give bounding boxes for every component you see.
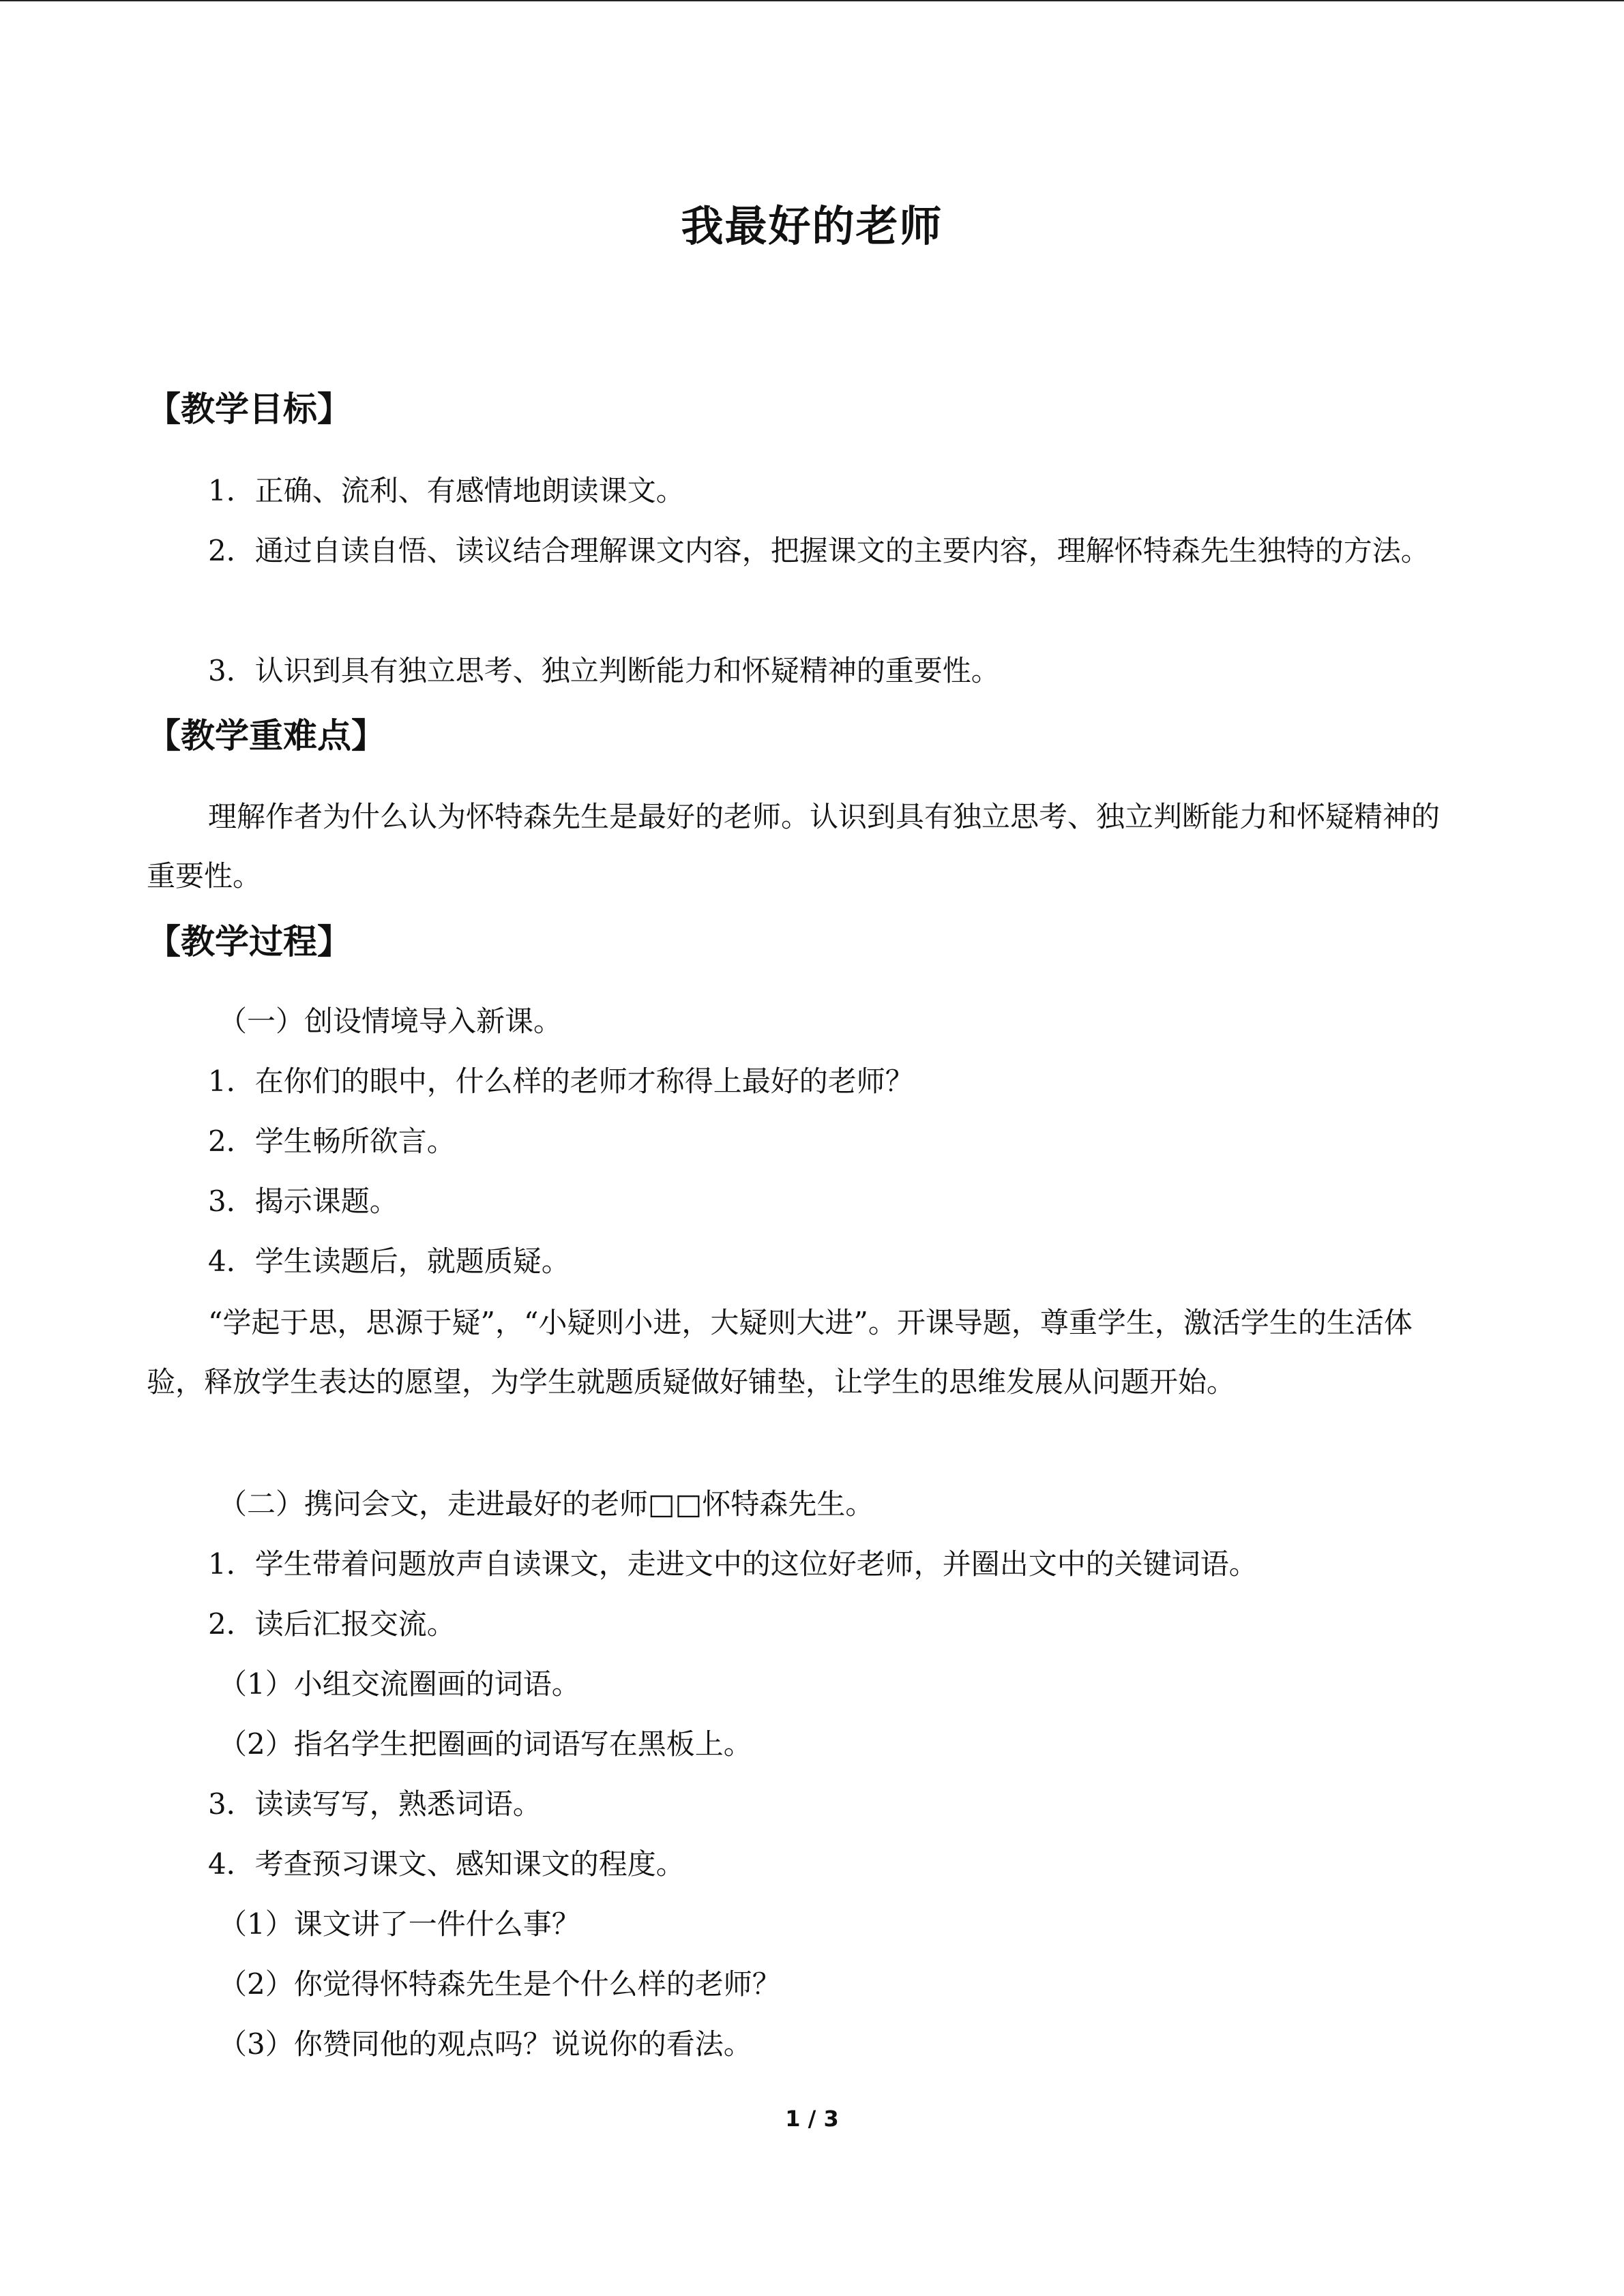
process-part2-item-2-sub-1: （1）小组交流圈画的词语。 (218, 1667, 580, 1701)
document-title: 我最好的老师 (681, 201, 943, 251)
page-number: 1 / 3 (785, 2106, 839, 2132)
process-part2-item-4: 4．考查预习课文、感知课文的程度。 (208, 1847, 685, 1881)
goal-item-1: 1．正确、流利、有感情地朗读课文。 (208, 474, 685, 507)
process-part2-item-4-sub-3: （3）你赞同他的观点吗？说说你的看法。 (218, 2027, 752, 2061)
goal-item-2: 2．通过自读自悟、读议结合理解课文内容，把握课文的主要内容，理解怀特森先生独特的方法。 (208, 534, 1430, 567)
process-part2-item-1: 1．学生带着问题放声自读课文，走进文中的这位好老师，并圈出文中的关键词语。 (208, 1547, 1258, 1581)
process-part2-item-2: 2．读后汇报交流。 (208, 1607, 456, 1641)
section-heading-process: 【教学过程】 (147, 922, 351, 961)
process-part2-title: （二）携问会文，走进最好的老师□□怀特森先生。 (218, 1487, 874, 1521)
process-part2-item-2-sub-2: （2）指名学生把圈画的词语写在黑板上。 (218, 1727, 752, 1761)
process-part1-note: “学起于思，思源于疑”，“小疑则小进，大疑则大进”。开课导题，尊重学生，激活学生的生活体验，释放学生表达的愿望，为学生就题质疑做好铺垫，让学生的思维发展从问题开始。 (147, 1306, 1413, 1399)
process-part1-item-1: 1．在你们的眼中，什么样的老师才称得上最好的老师？ (208, 1064, 914, 1098)
process-part2-item-4-sub-2: （2）你觉得怀特森先生是个什么样的老师？ (218, 1967, 781, 2001)
process-part1-title: （一）创设情境导入新课。 (218, 1004, 563, 1038)
goal-item-3: 3．认识到具有独立思考、独立判断能力和怀疑精神的重要性。 (208, 654, 1000, 687)
section-heading-goals: 【教学目标】 (147, 389, 351, 429)
process-part1-item-2: 2．学生畅所欲言。 (208, 1124, 456, 1158)
process-part1-item-3: 3．揭示课题。 (208, 1184, 398, 1218)
process-part1-item-4: 4．学生读题后，就题质疑。 (208, 1244, 570, 1278)
process-part2-item-3: 3．读读写写，熟悉词语。 (208, 1787, 542, 1821)
key-points-text: 理解作者为什么认为怀特森先生是最好的老师。认识到具有独立思考、独立判断能力和怀疑精神的重要性。 (147, 800, 1441, 893)
section-heading-key-points: 【教学重难点】 (147, 716, 385, 756)
process-part2-item-4-sub-1: （1）课文讲了一件什么事？ (218, 1907, 580, 1941)
